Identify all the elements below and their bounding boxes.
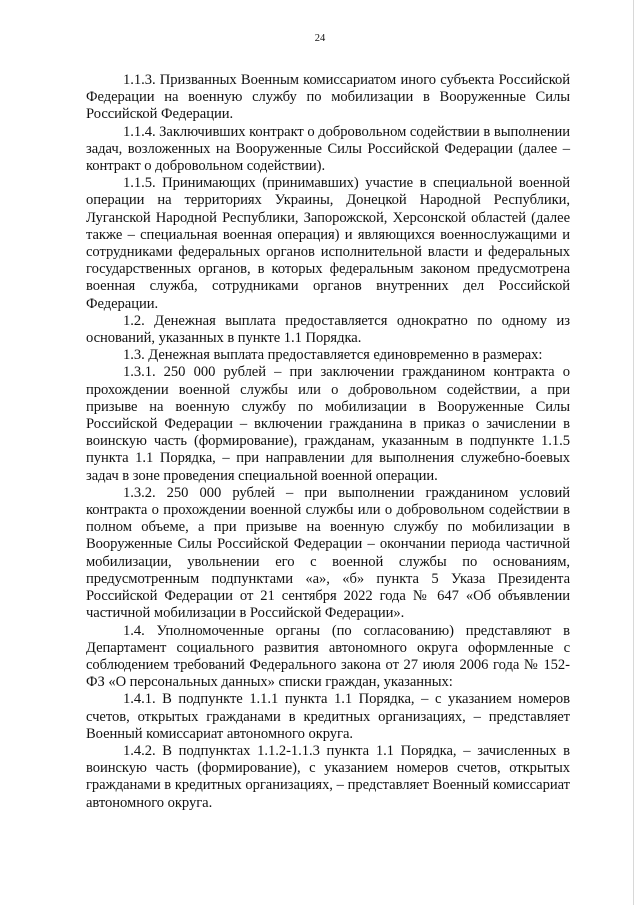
paragraph-1-4-2: 1.4.2. В подпунктах 1.1.2-1.1.3 пункта 1.1 Порядка, – зачисленных в воинскую часть (формирование), с указанием номеров счетов, открытых гражданами в кредитных организациях, – представляет Военный комиссариат автономного округа.: [86, 742, 570, 811]
paragraph-1-1-3: 1.1.3. Призванных Военным комиссариатом иного субъекта Российской Федерации на военную службу по мобилизации в Вооруженные Силы Российской Федерации.: [86, 72, 570, 123]
paragraph-1-1-4: 1.1.4. Заключивших контракт о добровольном содействии в выполнении задач, возложенных на Вооруженные Силы Российской Федерации (далее – контракт о добровольном содействии).: [86, 123, 570, 175]
document-body: [86, 72, 570, 812]
paragraph-1-4-1: 1.4.1. В подпункте 1.1.1 пункта 1.1 Порядка, – с указанием номеров счетов, открытых гражданами в кредитных организациях, – представляет Военный комиссариат автономного округа.: [86, 691, 570, 742]
paragraph-1-2: 1.2. Денежная выплата предоставляется однократно по одному из оснований, указанных в пункте 1.1 Порядка.: [86, 312, 570, 347]
page-number: 24: [314, 33, 326, 44]
paragraph-1-3: 1.3. Денежная выплата предоставляется единовременно в размерах:: [123, 347, 543, 364]
page-edge: [633, 0, 634, 905]
paragraph-1-4: 1.4. Уполномоченные органы (по согласованию) представляют в Департамент социального развития автономного округа оформленные с соблюдением требований Федерального закона от 27 июля 2006 года № 152-ФЗ «О персональных данных» списки граждан, указанных:: [86, 622, 570, 691]
paragraph-1-3-2: 1.3.2. 250 000 рублей – при выполнении гражданином условий контракта о прохождении военной службы или о добровольном содействии в полном объеме, а при призыве на военную службу по мобилизации в Вооруженные Силы Российской Федерации – окончании периода частичной мобилизации, увольнении его с военной службы по основаниям, предусмотренным подпунктами «а», «б» пункта 5 Указа Президента Российской Федерации от 21 сентября 2022 года № 647 «Об объявлении частичной мобилизации в Российской Федерации».: [86, 484, 570, 622]
paragraph-1-3-1: 1.3.1. 250 000 рублей – при заключении гражданином контракта о прохождении военной службы или о добровольном содействии, а при призыве на военную службу по мобилизации в Вооруженные Силы Российской Федерации – включении гражданина в приказ о зачислении в воинскую часть (формирование), гражданам, указанным в подпункте 1.1.5 пункта 1.1 Порядка, – при направлении для выполнения служебно-боевых задач в зоне проведения специальной военной операции.: [86, 364, 570, 484]
paragraph-1-1-5: 1.1.5. Принимающих (принимавших) участие в специальной военной операции на территориях Украины, Донецкой Народной Республики, Луганской Народной Республики, Запорожской, Херсонской областей (далее также – специальная военная операция) и являющихся военнослужащими и сотрудниками федеральных органов исполнительной власти и федеральных государственных органов, в которых федеральным законом предусмотрена военная служба, сотрудниками органов внутренних дел Российской Федерации.: [86, 175, 570, 312]
